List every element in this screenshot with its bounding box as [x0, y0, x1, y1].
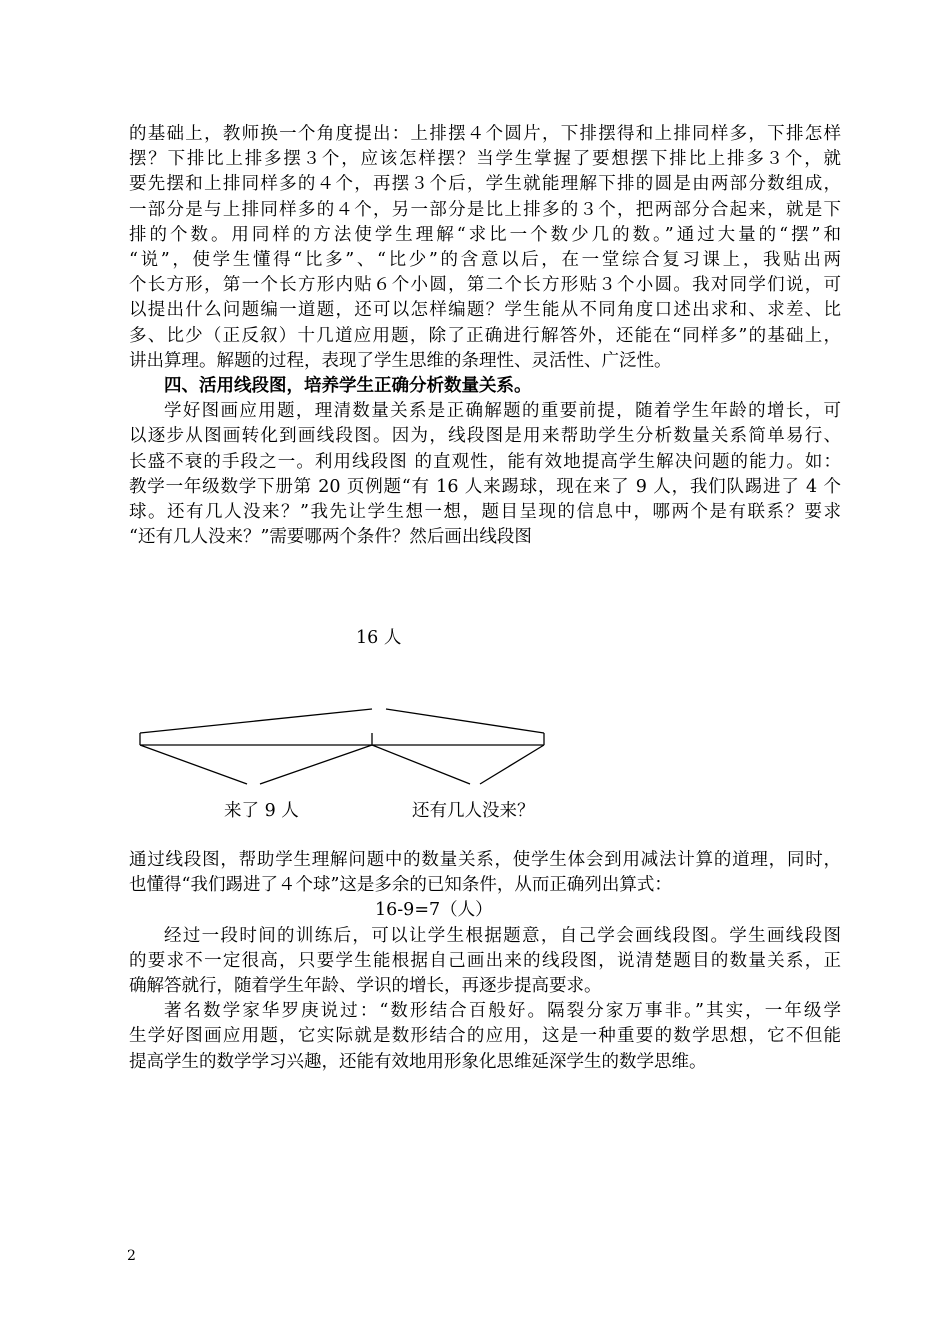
paragraph-1 — [129, 122, 841, 374]
text-line: “说”，使学生懂得“比多”、“比少”的含意以后，在一堂综合复习课上，我贴出两 — [129, 250, 841, 271]
text-line: 也懂得“我们踢进了４个球”这是多余的已知条件，从而正确列出算式： — [129, 875, 672, 896]
text-line: 多、比少（正反叙）十几道应用题，除了正确进行解答外，还能在“同样多”的基础上， — [129, 325, 841, 346]
text-line: 摆？下排比上排多摆３个，应该怎样摆？当学生掌握了要想摆下排比上排多３个，就 — [129, 149, 841, 170]
text-line: 球。还有几人没来？”我先让学生想一想，题目呈现的信息中，哪两个是有联系？要求 — [129, 502, 841, 523]
brace-bottom-right-b — [480, 745, 544, 784]
text-line: 讲出算理。解题的过程，表现了学生思维的条理性、灵活性、广泛性。 — [129, 350, 672, 371]
text-line: 通过线段图，帮助学生理解问题中的数量关系，使学生体会到用减法计算的道理，同时， — [129, 850, 841, 870]
lower-text-block — [129, 848, 841, 1075]
text-line: 学好图画应用题，理清数量关系是正确解题的重要前提，随着学生年龄的增长，可 — [164, 401, 841, 422]
brace-bottom-left-a — [140, 745, 247, 784]
text-line: 长盛不衰的手段之一。利用线段图 的直观性，能有效地提高学生解决问题的能力。如： — [129, 451, 841, 472]
text-line: 个长方形，第一个长方形内贴６个小圆，第二个长方形贴３个小圆。我对同学们说，可 — [129, 275, 841, 296]
brace-bottom-right-a — [372, 745, 470, 784]
paragraph-5 — [129, 999, 841, 1075]
equation: 16-9=7（人） — [375, 900, 493, 921]
text-line: 要先摆和上排同样多的４个，再摆３个后，学生就能理解下排的圆是由两部分数组成， — [129, 174, 841, 195]
brace-top-right — [386, 709, 544, 733]
paragraph-2 — [129, 399, 841, 550]
diagram-left-label: 来了 9 人 — [224, 801, 299, 821]
brace-bottom-left-b — [260, 745, 372, 784]
paragraph-4 — [129, 924, 841, 1000]
text-line: 生学好图画应用题，它实际就是数形结合的应用，这是一种重要的数学思想，它不但能 — [129, 1026, 841, 1047]
text-line: 著名数学家华罗庚说过：“数形结合百般好。隔裂分家万事非。”其实，一年级学 — [164, 1001, 841, 1022]
diagram-total-label: 16 人 — [356, 628, 402, 648]
text-line: 提高学生的数学学习兴趣，还能有效地用形象化思维延深学生的数学思维。 — [129, 1051, 707, 1072]
upper-text-block — [129, 122, 841, 550]
brace-top-left — [140, 709, 372, 733]
text-line: 的要求不一定很高，只要学生能根据自己画出来的线段图，说清楚题目的数量关系，正 — [129, 950, 841, 971]
text-line: 一部分是与上排同样多的４个，另一部分是比上排多的３个，把两部分合起来，就是下 — [129, 199, 841, 220]
text-line: 确解答就行，随着学生年龄、学识的增长，再逐步提高要求。 — [129, 976, 602, 997]
text-line: 经过一段时间的训练后，可以让学生根据题意，自己学会画线段图。学生画线段图 — [164, 925, 841, 946]
section-heading: 四、活用线段图，培养学生正确分析数量关系。 — [164, 376, 532, 397]
text-line: 的基础上，教师换一个角度提出：上排摆４个圆片，下排摆得和上排同样多，下排怎样 — [129, 124, 841, 144]
text-line: 以逐步从图画转化到画线段图。因为，线段图是用来帮助学生分析数量关系简单易行、 — [129, 426, 841, 447]
paragraph-3 — [129, 848, 841, 898]
text-line: “还有几人没来？”需要哪两个条件？然后画出线段图 — [129, 527, 532, 548]
diagram-right-label: 还有几人没来？ — [412, 801, 535, 821]
page-number: 2 — [127, 1248, 136, 1264]
text-line: 排的个数。用同样的方法使学生理解“求比一个数少几的数。”通过大量的“摆”和 — [129, 224, 841, 245]
text-line: 教学一年级数学下册第 20 页例题“有 16 人来踢球，现在来了 9 人，我们队踢进了 4 个 — [129, 476, 841, 497]
text-line: 以提出什么问题编一道题，还可以怎样编题？学生能从不同角度口述出求和、求差、比 — [129, 300, 841, 321]
